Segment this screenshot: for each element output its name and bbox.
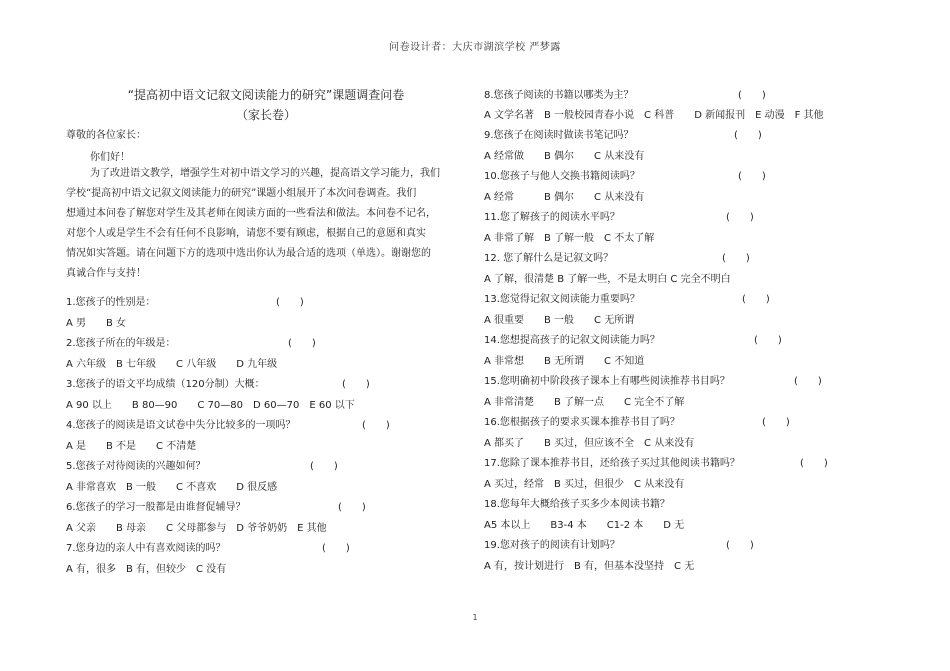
question-17: 17.您除了课本推荐书目，还给孩子买过其他阅读书籍吗？: [484, 458, 740, 469]
answer-blank-16[interactable]: ( ): [762, 417, 790, 428]
question-4: 4.您孩子的阅读是语文试卷中失分比较多的一项吗？: [66, 420, 296, 431]
answer-blank-8[interactable]: ( ): [738, 90, 766, 101]
intro-line: 真诚合作与支持！: [66, 268, 146, 279]
options-7: A 有，很多 B 有，但较少 C 没有: [66, 564, 227, 575]
options-17: A 买过，经常 B 买过，但很少 C 从来没有: [484, 479, 685, 490]
question-8: 8.您孩子阅读的书籍以哪类为主？: [484, 90, 634, 101]
question-5: 5.您孩子对待阅读的兴趣如何？: [66, 461, 206, 472]
answer-blank-4[interactable]: ( ): [362, 420, 390, 431]
hello: 你们好！: [90, 152, 130, 163]
options-12: A 了解，很清楚 B 了解一些，不是太明白 C 完全不明白: [484, 274, 731, 285]
options-8: A 文学名著 B 一般校园青春小说 C 科普 D 新闻报刊 E 动漫 F 其他: [484, 110, 824, 121]
answer-blank-11[interactable]: ( ): [726, 212, 754, 223]
options-13: A 很重要 B 一般 C 无所谓: [484, 315, 635, 326]
answer-blank-10[interactable]: ( ): [738, 171, 766, 182]
question-1: 1.您孩子的性别是：: [66, 297, 156, 308]
greeting: 尊敬的各位家长：: [66, 130, 146, 141]
intro-line: 想通过本问卷了解您对学生及其老师在阅读方面的一些看法和做法。本问卷不记名，: [66, 208, 436, 219]
answer-blank-3[interactable]: ( ): [342, 379, 370, 390]
options-4: A 是 B 不是 C 不清楚: [66, 441, 197, 452]
intro-paragraph: [66, 164, 470, 284]
answer-blank-15[interactable]: ( ): [794, 376, 822, 387]
question-10: 10.您孩子与他人交换书籍阅读吗？: [484, 171, 640, 182]
answer-blank-5[interactable]: ( ): [310, 461, 338, 472]
options-10: A 经常 B 偶尔 C 从来没有: [484, 192, 645, 203]
options-1: A 男 B 女: [66, 318, 127, 329]
options-19: A 有，按计划进行 B 有，但基本没坚持 C 无: [484, 561, 695, 572]
question-3: 3.您孩子的语文平均成绩（120分制）大概：: [66, 379, 265, 390]
question-11: 11.您了解孩子的阅读水平吗？: [484, 212, 620, 223]
question-12: 12. 您了解什么是记叙文吗？: [484, 253, 614, 264]
options-14: A 非常想 B 无所谓 C 不知道: [484, 356, 645, 367]
question-13: 13.您觉得记叙文阅读能力重要吗？: [484, 294, 640, 305]
answer-blank-13[interactable]: ( ): [742, 294, 770, 305]
options-11: A 非常了解 B 了解一般 C 不太了解: [484, 233, 655, 244]
question-6: 6.您孩子的学习一般都是由谁督促辅导？: [66, 502, 246, 513]
question-16: 16.您根据孩子的要求买课本推荐书目了吗？: [484, 417, 680, 428]
answer-blank-6[interactable]: ( ): [338, 502, 366, 513]
intro-line: 为了改进语文教学，增强学生对初中语文学习的兴趣，提高语文学习能力，我们: [90, 168, 440, 179]
survey-title: “提高初中语文记叙文阅读能力的研究”课题调查问卷: [127, 88, 405, 102]
question-9: 9.您孩子在阅读时做读书笔记吗？: [484, 130, 634, 141]
answer-blank-9[interactable]: ( ): [734, 130, 762, 141]
intro-line: 学校“提高初中语文记叙文阅读能力的研究”课题小组展开了本次问卷调查。我们: [66, 188, 417, 199]
answer-blank-19[interactable]: ( ): [726, 540, 754, 551]
options-18: A5 本以上 B3-4 本 C1-2 本 D 无: [484, 520, 685, 531]
page-number: 1: [472, 613, 478, 622]
options-15: A 非常清楚 B 了解一点 C 完全不了解: [484, 397, 685, 408]
question-19: 19.您对孩子的阅读有计划吗？: [484, 540, 620, 551]
options-2: A 六年级 B 七年级 C 八年级 D 九年级: [66, 359, 278, 370]
options-6: A 父亲 B 母亲 C 父母都参与 D 爷爷奶奶 E 其他: [66, 523, 327, 534]
question-15: 15.您明确初中阶段孩子课本上有哪些阅读推荐书目吗？: [484, 376, 730, 387]
question-7: 7.您身边的亲人中有喜欢阅读的吗？: [66, 543, 226, 554]
question-18: 18.您每年大概给孩子买多少本阅读书籍？: [484, 499, 670, 510]
question-14: 14.您想提高孩子的记叙文阅读能力吗？: [484, 335, 660, 346]
answer-blank-7[interactable]: ( ): [322, 543, 350, 554]
question-2: 2.您孩子所在的年级是：: [66, 338, 176, 349]
options-3: A 90 以上 B 80—90 C 70—80 D 60—70 E 60 以下: [66, 400, 355, 411]
options-16: A 都买了 B 买过，但应该不全 C 从来没有: [484, 438, 695, 449]
answer-blank-2[interactable]: ( ): [288, 338, 316, 349]
intro-line: 情况如实答题。请在问题下方的选项中选出你认为最合适的选项（单选）。谢谢您的: [66, 248, 431, 259]
page-header: 问卷设计者：大庆市湖滨学校 严梦露: [389, 42, 561, 53]
intro-line: 对您个人或是学生不会有任何不良影响，请您不要有顾虑，根据自己的意愿和真实: [66, 228, 426, 239]
options-9: A 经常做 B 偶尔 C 从来没有: [484, 151, 645, 162]
survey-subtitle: （家长卷）: [235, 108, 296, 122]
answer-blank-12[interactable]: ( ): [722, 253, 750, 264]
answer-blank-14[interactable]: ( ): [754, 335, 782, 346]
answer-blank-1[interactable]: ( ): [276, 297, 304, 308]
answer-blank-17[interactable]: ( ): [800, 458, 828, 469]
options-5: A 非常喜欢 B 一般 C 不喜欢 D 很反感: [66, 482, 278, 493]
